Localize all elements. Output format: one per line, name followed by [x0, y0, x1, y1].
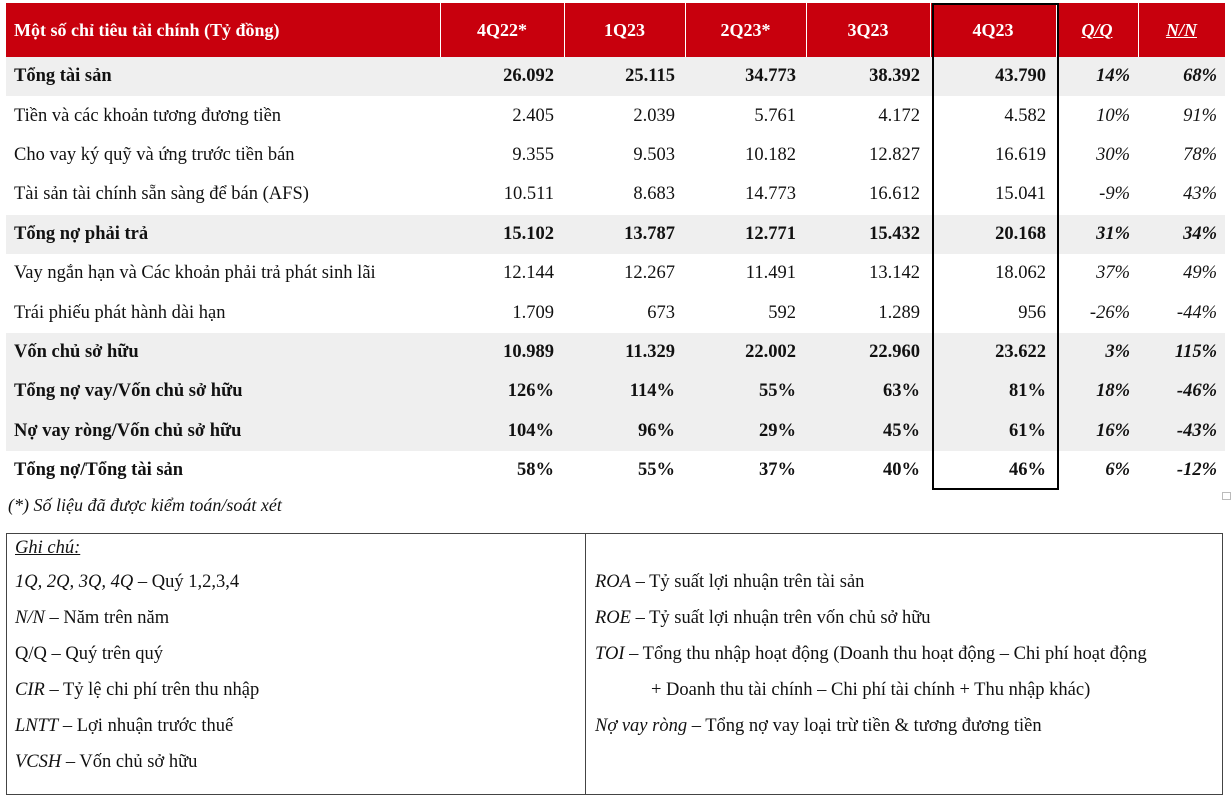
row-change-qq: 18%: [1056, 372, 1138, 411]
header-nn: N/N: [1138, 3, 1225, 57]
row-change-nn: 115%: [1138, 333, 1225, 372]
row-value: 12.771: [685, 215, 806, 254]
row-label: Tổng tài sản: [6, 57, 440, 96]
note-description: – Năm trên năm: [44, 608, 170, 628]
row-change-qq: 30%: [1096, 144, 1130, 165]
note-abbreviation: TOI: [595, 644, 625, 664]
note-line: [595, 570, 864, 594]
row-label: Cho vay ký quỹ và ứng trước tiền bán: [14, 144, 295, 165]
note-description: – Tỷ suất lợi nhuận trên vốn chủ sở hữu: [630, 608, 931, 628]
row-value: 13.142: [869, 263, 920, 284]
row-value: 1.289: [878, 302, 920, 323]
row-label: Vốn chủ sở hữu: [6, 333, 440, 372]
row-value: 11.329: [564, 333, 685, 372]
row-value: 2.039: [633, 105, 675, 126]
row-change-qq: 14%: [1056, 57, 1138, 96]
row-value: 13.787: [564, 215, 685, 254]
note-abbreviation: 1Q, 2Q, 3Q, 4Q: [15, 572, 134, 592]
row-change-nn: 49%: [1183, 263, 1217, 284]
row-value: 43.790: [930, 57, 1056, 96]
note-abbreviation: CIR: [15, 680, 45, 700]
table-header-row: [6, 3, 1225, 57]
notes-box: [6, 533, 1223, 795]
note-line: [15, 642, 163, 666]
row-value: 9.503: [633, 144, 675, 165]
row-value: 15.041: [995, 184, 1046, 205]
header-3q23: 3Q23: [806, 3, 930, 57]
header-2q23: 2Q23*: [685, 3, 806, 57]
row-change-qq: 10%: [1096, 105, 1130, 126]
note-line: [15, 678, 259, 702]
row-value: 11.491: [745, 263, 796, 284]
row-change-nn: 34%: [1138, 215, 1225, 254]
table-row: [6, 175, 1225, 214]
notes-title: Ghi chú:: [15, 538, 81, 558]
header-indicator: Một số chỉ tiêu tài chính (Tỷ đồng): [6, 3, 440, 57]
row-change-nn: 91%: [1183, 105, 1217, 126]
row-value: 5.761: [754, 105, 796, 126]
row-value: 1.709: [512, 302, 554, 323]
table-row: [6, 136, 1225, 175]
note-line: [15, 606, 169, 630]
row-change-qq: -26%: [1089, 302, 1130, 323]
table-row: [6, 412, 1225, 451]
row-value: 55%: [685, 372, 806, 411]
row-value: 104%: [440, 412, 564, 451]
note-description: – Tỷ suất lợi nhuận trên tài sản: [630, 572, 865, 592]
note-abbreviation: Nợ vay ròng: [595, 716, 688, 736]
row-value: 15.432: [806, 215, 930, 254]
row-change-qq: 31%: [1056, 215, 1138, 254]
table-row: [6, 96, 1225, 135]
row-value: 22.002: [685, 333, 806, 372]
row-value: 23.622: [930, 333, 1056, 372]
row-label: Nợ vay ròng/Vốn chủ sở hữu: [6, 412, 440, 451]
note-abbreviation: N/N: [15, 608, 45, 628]
row-value: 10.989: [440, 333, 564, 372]
row-value: 8.683: [633, 184, 675, 205]
row-value: 18.062: [995, 263, 1046, 284]
row-value: 15.102: [440, 215, 564, 254]
row-value: 956: [1018, 302, 1046, 323]
financial-indicators-table: [6, 3, 1226, 490]
note-abbreviation: ROE: [595, 608, 631, 628]
header-4q22: 4Q22*: [440, 3, 564, 57]
note-line: [651, 678, 1090, 702]
row-label: Tổng nợ/Tổng tài sản: [14, 460, 184, 481]
row-value: 96%: [564, 412, 685, 451]
row-value: 592: [768, 302, 796, 323]
notes-divider: [585, 534, 586, 794]
row-value: 12.827: [869, 144, 920, 165]
row-change-qq: 6%: [1105, 460, 1130, 481]
row-change-qq: 3%: [1056, 333, 1138, 372]
table-row: [6, 293, 1225, 332]
row-value: 81%: [930, 372, 1056, 411]
table-row: [6, 254, 1225, 293]
row-value: 55%: [638, 460, 675, 481]
note-description: – Tỷ lệ chi phí trên thu nhập: [44, 680, 260, 700]
table-row: [6, 372, 1225, 411]
row-value: 2.405: [512, 105, 554, 126]
row-value: 16.612: [869, 184, 920, 205]
header-4q23: 4Q23: [930, 3, 1056, 57]
row-value: 10.511: [503, 184, 554, 205]
row-value: 14.773: [745, 184, 796, 205]
row-label: Tiền và các khoản tương đương tiền: [14, 105, 282, 126]
row-change-nn: -44%: [1176, 302, 1217, 323]
note-description: + Doanh thu tài chính – Chi phí tài chính + Thu nhập khác): [651, 680, 1091, 700]
row-value: 16.619: [995, 144, 1046, 165]
note-line: [15, 714, 233, 738]
table-row: [6, 57, 1225, 96]
row-value: 37%: [759, 460, 796, 481]
row-value: 12.267: [624, 263, 675, 284]
row-value: 58%: [517, 460, 554, 481]
row-value: 126%: [440, 372, 564, 411]
row-change-qq: 16%: [1056, 412, 1138, 451]
row-value: 4.172: [878, 105, 920, 126]
row-label: Tổng nợ vay/Vốn chủ sở hữu: [6, 372, 440, 411]
row-value: 40%: [883, 460, 920, 481]
row-value: 9.355: [512, 144, 554, 165]
header-1q23: 1Q23: [564, 3, 685, 57]
row-value: 114%: [564, 372, 685, 411]
table-row: [6, 451, 1225, 490]
row-change-nn: 43%: [1183, 184, 1217, 205]
row-value: 46%: [1009, 460, 1046, 481]
note-line: [595, 714, 1042, 738]
table-row: [6, 215, 1225, 254]
note-description: – Quý 1,2,3,4: [133, 572, 240, 592]
row-value: 20.168: [930, 215, 1056, 254]
note-line: [15, 570, 239, 594]
note-line: [595, 642, 1147, 666]
row-value: 4.582: [1004, 105, 1046, 126]
note-abbreviation: LNTT: [15, 716, 59, 736]
row-value: 38.392: [806, 57, 930, 96]
row-value: 45%: [806, 412, 930, 451]
row-value: 34.773: [685, 57, 806, 96]
row-value: 673: [647, 302, 675, 323]
row-change-qq: 37%: [1096, 263, 1130, 284]
table-row: [6, 333, 1225, 372]
header-qq: Q/Q: [1056, 3, 1138, 57]
row-change-nn: -43%: [1138, 412, 1225, 451]
row-value: 26.092: [440, 57, 564, 96]
note-abbreviation: VCSH: [15, 752, 62, 772]
row-value: 22.960: [806, 333, 930, 372]
note-abbreviation: ROA: [595, 572, 631, 592]
row-value: 61%: [930, 412, 1056, 451]
note-description: – Tổng thu nhập hoạt động (Doanh thu hoạt động – Chi phí hoạt động: [624, 644, 1147, 664]
row-label: Tổng nợ phải trả: [6, 215, 440, 254]
row-change-nn: 68%: [1138, 57, 1225, 96]
note-description: – Tổng nợ vay loại trừ tiền & tương đương tiền: [687, 716, 1042, 736]
note-description: – Vốn chủ sở hữu: [61, 752, 198, 772]
row-change-nn: -46%: [1138, 372, 1225, 411]
audit-footnote: (*) Số liệu đã được kiểm toán/soát xét: [8, 495, 282, 515]
row-change-qq: -9%: [1099, 184, 1130, 205]
row-label: Tài sản tài chính sẵn sàng để bán (AFS): [14, 184, 309, 205]
note-line: [15, 750, 197, 774]
note-line: [595, 606, 931, 630]
corner-marker: [1222, 492, 1231, 500]
row-value: 63%: [806, 372, 930, 411]
row-value: 12.144: [503, 263, 554, 284]
row-label: Vay ngắn hạn và Các khoản phải trả phát sinh lãi: [14, 263, 376, 284]
row-change-nn: -12%: [1176, 460, 1217, 481]
row-value: 10.182: [745, 144, 796, 165]
row-value: 29%: [685, 412, 806, 451]
row-value: 25.115: [564, 57, 685, 96]
note-description: – Lợi nhuận trước thuế: [58, 716, 234, 736]
row-change-nn: 78%: [1183, 144, 1217, 165]
row-label: Trái phiếu phát hành dài hạn: [14, 302, 226, 323]
note-description: Q/Q – Quý trên quý: [15, 644, 163, 664]
